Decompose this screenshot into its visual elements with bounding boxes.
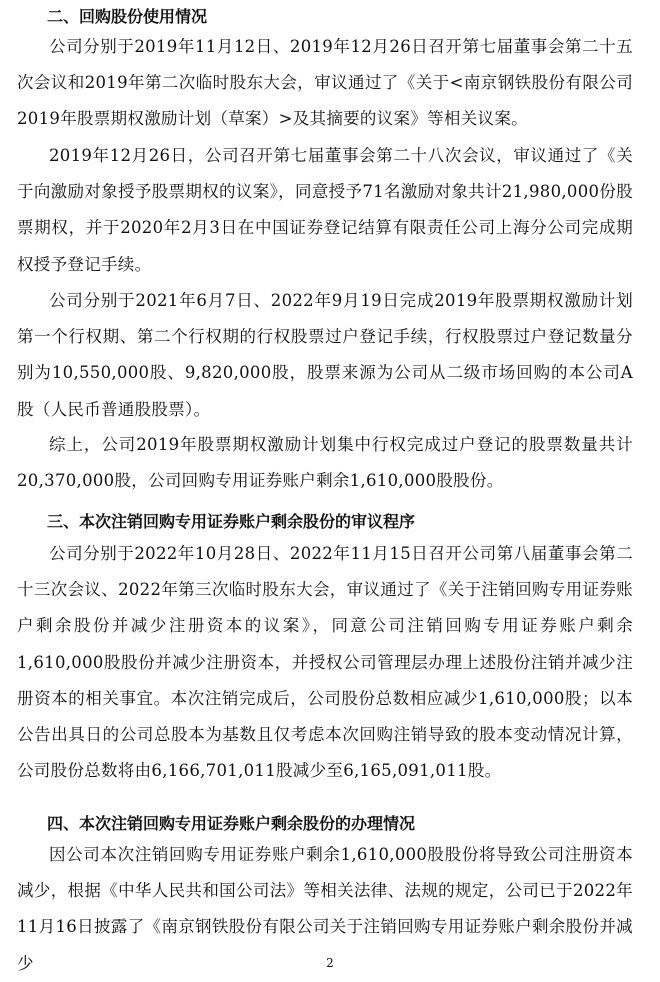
paragraph-summary: 综上，公司2019年股票期权激励计划集中行权完成过户登记的股票数量共计20,370,000股，公司回购专用证券账户剩余1,610,000股股份。 [17, 435, 633, 491]
paragraph-cancellation-approval: 公司分别于2022年10月28日、2022年11月15日召开公司第八届董事会第二十三次会议、2022年第三次临时股东大会，审议通过了《关于注销回购专用证券账户剩余股份并减少注册资本的议案》，同意公司注销回购专用证券账户剩余1,610,000股股份并减少注册资本，并授权公司管理层办理上述股份注销并减少注册资本的相关事宜。本次注销完成后，公司股份总数相应减少1,610,000股；以本公告出具日的公司总股本为基数且仅考虑本次回购注销导致的股本变动情况计算，公司股份总数将由6,166,701,011股减少至6,165,091,011股。 [17, 544, 633, 781]
paragraph-exercise-transfer: 公司分别于2021年6月7日、2022年9月19日完成2019年股票期权激励计划第一个行权期、第二个行权期的行权股票过户登记手续，行权股票过户登记数量分别为10,550,000股、9,820,000股，股票来源为公司从二级市场回购的本公司A股（人民币普通股股票）。 [17, 291, 633, 419]
paragraph-grant-options: 2019年12月26日，公司召开第七届董事会第二十八次会议，审议通过了《关于向激励对象授予股票期权的议案》，同意授予71名激励对象共计21,980,000份股票期权，并于2020年2月3日在中国证券登记结算有限责任公司上海分公司完成期权授予登记手续。 [17, 146, 633, 274]
page-number: 2 [326, 956, 334, 970]
paragraph-board-meeting-2019: 公司分别于2019年11月12日、2019年12月26日召开第七届董事会第二十五次会议和2019年第二次临时股东大会，审议通过了《关于<南京钢铁股份有限公司2019年股票期权激励计划（草案）>及其摘要的议案》等相关议案。 [17, 37, 633, 129]
section-heading-repurchase-usage: 二、回购股份使用情况 [47, 7, 208, 26]
paragraph-processing-notice: 因公司本次注销回购专用证券账户剩余1,610,000股股份将导致公司注册资本减少，根据《中华人民共和国公司法》等相关法律、法规的规定，公司已于2022年11月16日披露了《南京钢铁股份有限公司关于注销回购专用证券账户剩余股份并减少 [17, 845, 633, 973]
section-heading-processing-status: 四、本次注销回购专用证券账户剩余股份的办理情况 [47, 814, 416, 833]
section-heading-review-procedure: 三、本次注销回购专用证券账户剩余股份的审议程序 [47, 512, 416, 531]
